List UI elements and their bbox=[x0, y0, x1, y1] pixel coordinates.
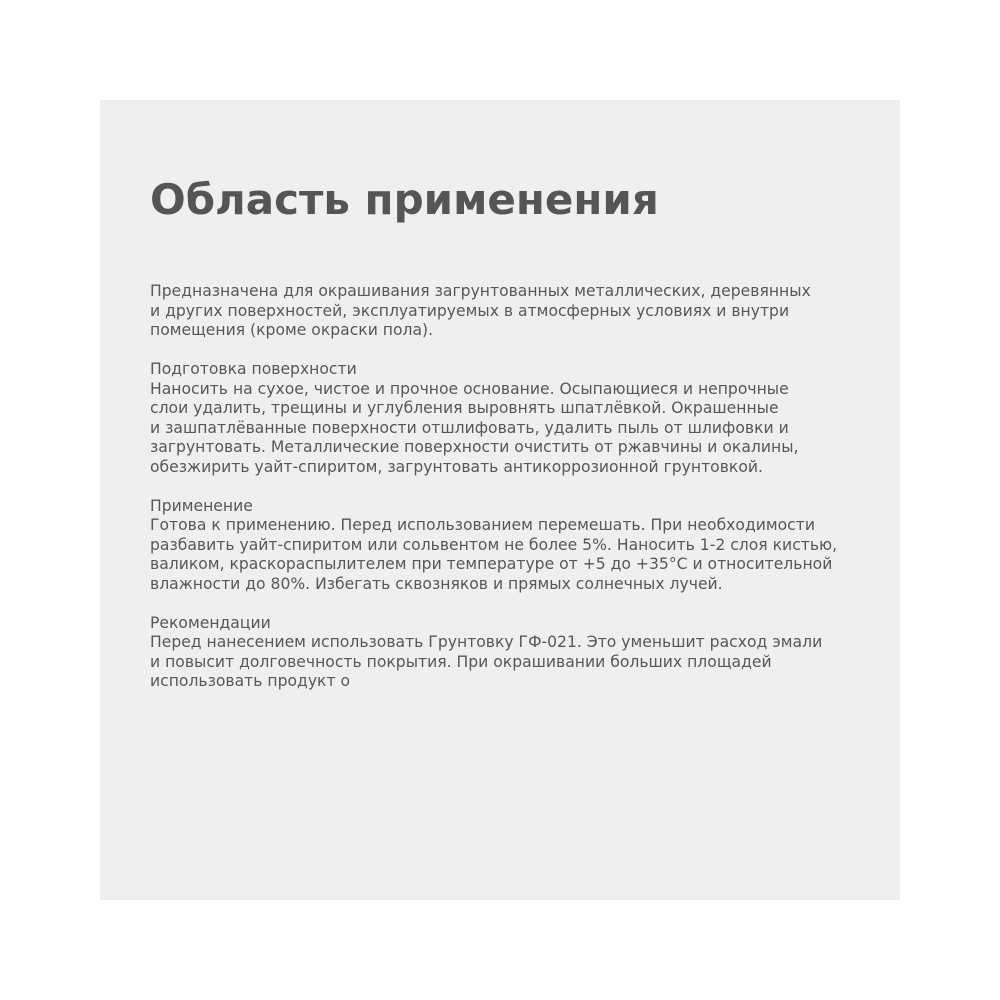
surface-prep-line: обезжирить уайт-спиритом, загрунтовать антикоррозионной грунтовкой. bbox=[150, 457, 763, 476]
description-body bbox=[150, 282, 850, 711]
recommendations-line: и повысит долговечность покрытия. При окрашивании больших площадей bbox=[150, 652, 772, 671]
recommendations-line: использовать продукт о bbox=[150, 672, 351, 690]
intro-line: Предназначена для окрашивания загрунтованных металлических, деревянных bbox=[150, 282, 811, 300]
section-heading-surface-prep: Подготовка поверхности bbox=[150, 360, 357, 378]
recommendations-section bbox=[150, 614, 850, 692]
section-heading-recommendations: Рекомендации bbox=[150, 613, 271, 632]
intro-line: и других поверхностей, эксплуатируемых в атмосферных условиях и внутри bbox=[150, 301, 790, 320]
section-heading-application: Применение bbox=[150, 496, 253, 515]
application-section bbox=[150, 497, 850, 595]
surface-prep-line: слои удалить, трещины и углубления выровнять шпатлёвкой. Окрашенные bbox=[150, 399, 779, 417]
surface-prep-section bbox=[150, 360, 850, 477]
content-panel bbox=[100, 100, 900, 900]
intro-line: помещения (кроме окраски пола). bbox=[150, 321, 434, 339]
page-title: Область применения bbox=[150, 175, 659, 224]
intro-paragraph bbox=[150, 282, 850, 341]
recommendations-line: Перед нанесением использовать Грунтовку ГФ-021. Это уменьшит расход эмали bbox=[150, 633, 823, 651]
application-line: разбавить уайт-спиритом или сольвентом не более 5%. Наносить 1-2 слоя кистью, bbox=[150, 535, 838, 554]
application-line: влажности до 80%. Избегать сквозняков и прямых солнечных лучей. bbox=[150, 574, 723, 593]
surface-prep-line: и зашпатлёванные поверхности отшлифовать, удалить пыль от шлифовки и bbox=[150, 418, 789, 437]
application-line: валиком, краскораспылителем при температуре от +5 до +35°С и относительной bbox=[150, 555, 833, 573]
application-line: Готова к применению. Перед использованием перемешать. При необходимости bbox=[150, 516, 815, 534]
surface-prep-line: загрунтовать. Металлические поверхности очистить от ржавчины и окалины, bbox=[150, 438, 799, 456]
surface-prep-line: Наносить на сухое, чистое и прочное основание. Осыпающиеся и непрочные bbox=[150, 379, 789, 398]
